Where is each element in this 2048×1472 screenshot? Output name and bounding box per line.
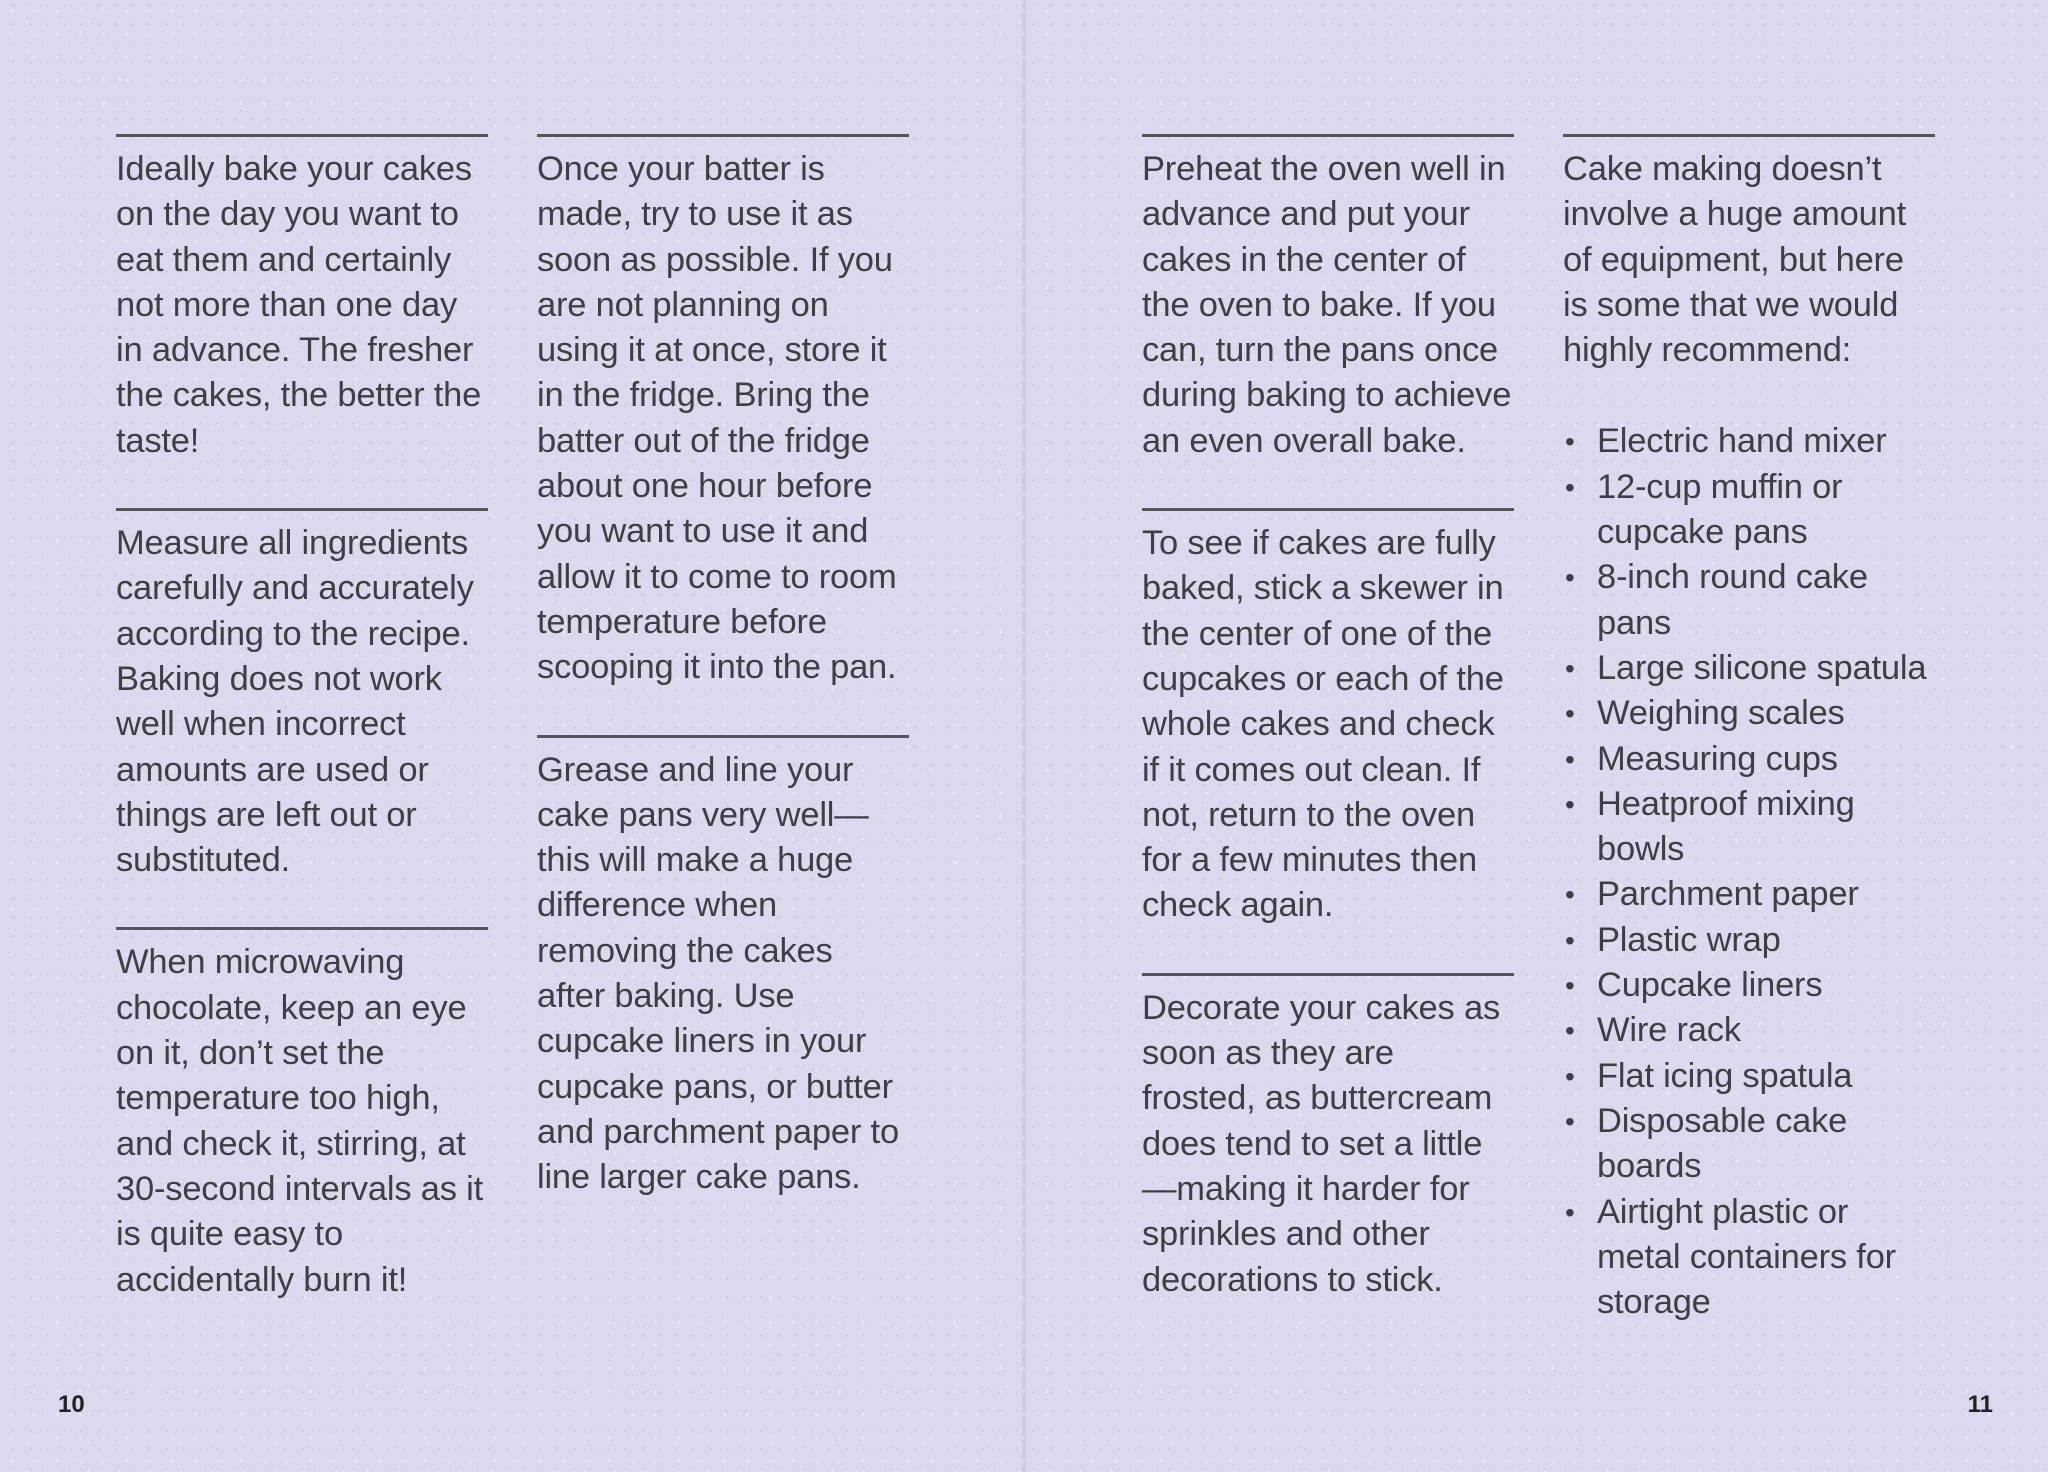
tip-text: Grease and line your cake pans very well—this will make a huge difference when removing the cakes after baking. Use cupcake liners in your cupcake pans, or butter and parchment paper to line larger cake pans.	[537, 750, 899, 1197]
tip-text: Once your batter is made, try to use it as soon as possible. If you are not planning on using it at once, store it in the fridge. Bring the batter out of the fridge about one hour before you want to use it and allow it to come to room temperature before scooping it into the pan.	[537, 150, 897, 687]
list-item	[1563, 465, 1935, 556]
page-number-right: 11	[1967, 1391, 1993, 1418]
tip-text: When microwaving chocolate, keep an eye on it, don’t set the temperature too high, and check it, stirring, at 30-second intervals as it is quite easy to accidentally burn it!	[116, 943, 484, 1299]
list-item	[1563, 691, 1935, 736]
bullet-icon: •	[1565, 562, 1575, 594]
list-item-text: Cupcake liners	[1597, 966, 1823, 1005]
tip-block	[116, 134, 488, 464]
left-page-column-1	[116, 134, 488, 1347]
bullet-icon: •	[1565, 879, 1575, 911]
tip-block	[116, 927, 488, 1302]
page-gutter	[1022, 0, 1026, 1472]
list-item-text: Measuring cups	[1597, 739, 1838, 778]
equipment-block	[1563, 134, 1935, 1325]
list-item	[1563, 782, 1935, 873]
list-item-text: Parchment paper	[1597, 875, 1859, 914]
equipment-intro: Cake making doesn’t involve a huge amount of equipment, but here is some that we would highly recommend:	[1563, 150, 1906, 370]
tip-text: To see if cakes are fully baked, stick a skewer in the center of one of the cupcakes or each of the whole cakes and check if it comes out clean. If not, return to the oven for a few minutes then check again.	[1142, 524, 1504, 925]
list-item-text: Weighing scales	[1597, 694, 1845, 733]
equipment-list	[1563, 419, 1935, 1325]
bullet-icon: •	[1565, 788, 1575, 820]
list-item-text: Plastic wrap	[1597, 920, 1781, 959]
list-item-text: 8-inch round cake pans	[1597, 558, 1868, 642]
list-item	[1563, 1008, 1935, 1053]
bullet-icon: •	[1565, 471, 1575, 503]
tip-text: Decorate your cakes as soon as they are frosted, as buttercream does tend to set a little—making it harder for sprinkles and other decorations to stick.	[1142, 988, 1501, 1299]
list-item	[1563, 918, 1935, 963]
list-item	[1563, 1099, 1935, 1190]
list-item-text: Flat icing spatula	[1597, 1056, 1853, 1095]
bullet-icon: •	[1565, 426, 1575, 458]
tip-block	[537, 134, 909, 691]
bullet-icon: •	[1565, 970, 1575, 1002]
list-item	[1563, 419, 1935, 464]
tip-block	[537, 735, 909, 1201]
tip-block	[1142, 973, 1514, 1303]
tip-text: Ideally bake your cakes on the day you want to eat them and certainly not more than one day in advance. The fresher the cakes, the better the taste!	[116, 150, 482, 460]
bullet-icon: •	[1565, 698, 1575, 730]
list-item-text: Airtight plastic or metal containers for storage	[1597, 1192, 1896, 1322]
page-number-left: 10	[58, 1391, 85, 1418]
list-item-text: Wire rack	[1597, 1011, 1741, 1050]
bullet-icon: •	[1565, 652, 1575, 684]
list-item-text: Large silicone spatula	[1597, 648, 1927, 687]
list-item	[1563, 555, 1935, 646]
list-item	[1563, 646, 1935, 691]
bullet-icon: •	[1565, 1196, 1575, 1228]
bullet-icon: •	[1565, 924, 1575, 956]
list-item	[1563, 1190, 1935, 1326]
tip-block	[1142, 134, 1514, 464]
tip-block	[116, 508, 488, 883]
list-item	[1563, 737, 1935, 782]
right-page-column-2	[1563, 134, 1935, 1369]
bullet-icon: •	[1565, 1105, 1575, 1137]
list-item	[1563, 963, 1935, 1008]
bullet-icon: •	[1565, 1015, 1575, 1047]
tip-text: Measure all ingredients carefully and accurately according to the recipe. Baking does not work well when incorrect amounts are used or things are left out or substituted.	[116, 524, 474, 880]
list-item-text: 12-cup muffin or cupcake pans	[1597, 467, 1843, 552]
right-page-column-1	[1142, 134, 1514, 1347]
list-item-text: Electric hand mixer	[1597, 422, 1887, 461]
left-page-column-2	[537, 134, 909, 1245]
list-item	[1563, 1054, 1935, 1099]
list-item-text: Disposable cake boards	[1597, 1101, 1848, 1186]
list-item-text: Heatproof mixing bowls	[1597, 784, 1855, 869]
bullet-icon: •	[1565, 1060, 1575, 1092]
tip-block	[1142, 508, 1514, 929]
list-item	[1563, 872, 1935, 917]
tip-text: Preheat the oven well in advance and put your cakes in the center of the oven to bake. If you can, turn the pans once during baking to achieve an even overall bake.	[1142, 150, 1512, 460]
bullet-icon: •	[1565, 743, 1575, 775]
